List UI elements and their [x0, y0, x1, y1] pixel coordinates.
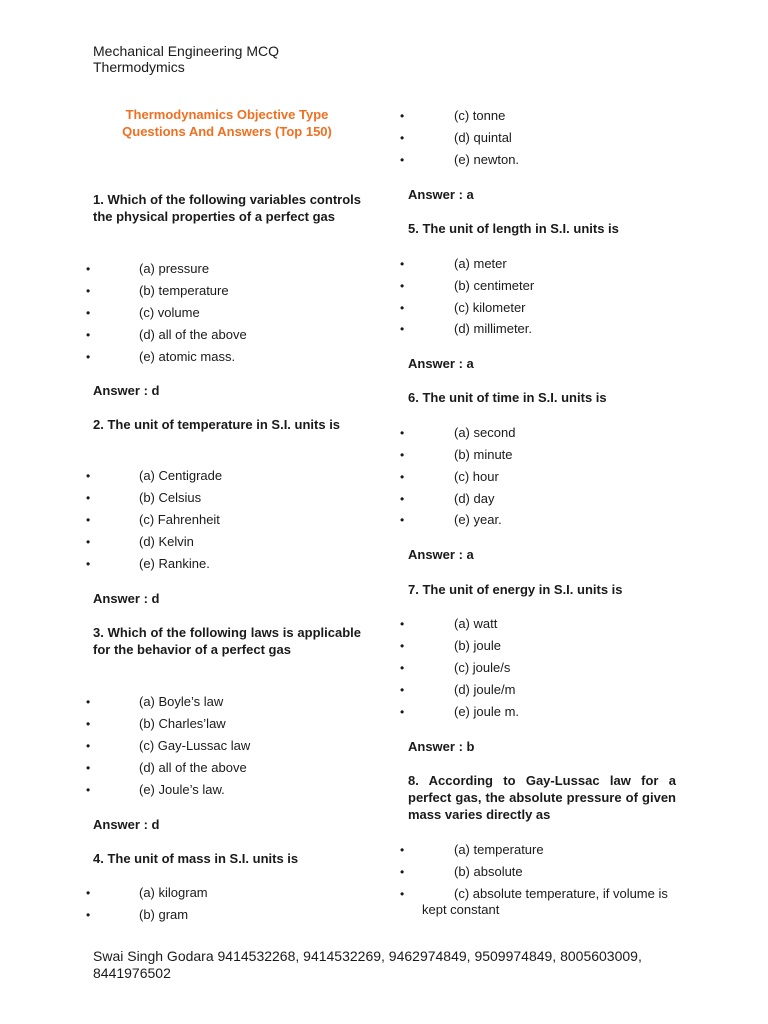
bullet-icon: •	[400, 887, 405, 901]
document-header	[93, 43, 279, 75]
q7-option-d: (d) joule/m	[454, 682, 516, 697]
question-2: 2. The unit of temperature in S.I. units is	[93, 417, 341, 432]
question-5: 5. The unit of length in S.I. units is	[408, 221, 619, 236]
bullet-icon: •	[86, 761, 91, 775]
q3-option-d: (d) all of the above	[139, 760, 247, 775]
bullet-icon: •	[400, 470, 405, 484]
q7-option-b: (b) joule	[454, 638, 501, 653]
bullet-icon: •	[86, 306, 91, 320]
bullet-icon: •	[400, 322, 405, 336]
bullet-icon: •	[400, 683, 405, 697]
bullet-icon: •	[400, 257, 405, 271]
q7-option-a: (a) watt	[454, 616, 498, 631]
q2-option-c: (c) Fahrenheit	[139, 512, 220, 527]
bullet-icon: •	[86, 695, 91, 709]
question-4: 4. The unit of mass in S.I. units is	[93, 851, 299, 866]
q7-option-c: (c) joule/s	[454, 660, 511, 675]
bullet-icon: •	[86, 739, 91, 753]
bullet-icon: •	[400, 617, 405, 631]
title-line-1: Thermodynamics Objective Type	[125, 107, 329, 122]
q1-option-b: (b) temperature	[139, 283, 229, 298]
bullet-icon: •	[400, 513, 405, 527]
q4-option-d: (d) quintal	[454, 130, 512, 145]
bullet-icon: •	[86, 717, 91, 731]
question-8: 8. According to Gay-Lussac law for a perfect gas, the absolute pressure of given mass varies directly as	[408, 773, 676, 822]
q8-option-c: (c) absolute temperature, if volume is kept constant	[422, 886, 668, 917]
q4-option-a: (a) kilogram	[139, 885, 208, 900]
q3-option-b: (b) Charles’law	[139, 716, 226, 731]
bullet-icon: •	[86, 783, 91, 797]
bullet-icon: •	[86, 284, 91, 298]
bullet-icon: •	[86, 557, 91, 571]
bullet-icon: •	[400, 705, 405, 719]
bullet-icon: •	[400, 153, 405, 167]
bullet-icon: •	[400, 865, 405, 879]
bullet-icon: •	[400, 109, 405, 123]
q5-answer: Answer : a	[408, 356, 474, 371]
bullet-icon: •	[400, 661, 405, 675]
q1-answer: Answer : d	[93, 383, 160, 398]
document-footer: Swai Singh Godara 9414532268, 9414532269, 9462974849, 9509974849, 8005603009, 8441976502	[93, 948, 642, 981]
bullet-icon: •	[86, 513, 91, 527]
bullet-icon: •	[400, 843, 405, 857]
q4-option-e: (e) newton.	[454, 152, 520, 167]
q6-option-a: (a) second	[454, 425, 516, 440]
bullet-icon: •	[400, 639, 405, 653]
q3-option-e: (e) Joule’s law.	[139, 782, 225, 797]
bullet-icon: •	[86, 491, 91, 505]
q4-option-c: (c) tonne	[454, 108, 506, 123]
bullet-icon: •	[400, 131, 405, 145]
q2-option-d: (d) Kelvin	[139, 534, 194, 549]
bullet-icon: •	[400, 492, 405, 506]
header-line-2: Thermodymics	[93, 59, 185, 75]
bullet-icon: •	[400, 426, 405, 440]
q4-answer: Answer : a	[408, 187, 474, 202]
bullet-icon: •	[86, 262, 91, 276]
q6-answer: Answer : a	[408, 547, 474, 562]
q6-option-e: (e) year.	[454, 512, 502, 527]
q1-option-e: (e) atomic mass.	[139, 349, 236, 364]
document-title	[93, 106, 361, 140]
q2-option-b: (b) Celsius	[139, 490, 202, 505]
q8-option-a: (a) temperature	[454, 842, 544, 857]
q6-option-b: (b) minute	[454, 447, 513, 462]
bullet-icon: •	[400, 448, 405, 462]
q5-option-d: (d) millimeter.	[454, 321, 533, 336]
q2-answer: Answer : d	[93, 591, 160, 606]
q8-option-b: (b) absolute	[454, 864, 523, 879]
q5-option-a: (a) meter	[454, 256, 507, 271]
q3-option-c: (c) Gay-Lussac law	[139, 738, 251, 753]
bullet-icon: •	[86, 908, 91, 922]
question-6: 6. The unit of time in S.I. units is	[408, 390, 607, 405]
bullet-icon: •	[400, 279, 405, 293]
q6-option-d: (d) day	[454, 491, 495, 506]
q5-option-b: (b) centimeter	[454, 278, 535, 293]
question-3: 3. Which of the following laws is applicable for the behavior of a perfect gas	[93, 625, 361, 657]
bullet-icon: •	[86, 886, 91, 900]
q7-option-e: (e) joule m.	[454, 704, 520, 719]
header-line-1: Mechanical Engineering MCQ	[93, 43, 279, 59]
q5-option-c: (c) kilometer	[454, 300, 526, 315]
title-line-2: Questions And Answers (Top 150)	[122, 124, 332, 139]
bullet-icon: •	[86, 328, 91, 342]
q1-option-c: (c) volume	[139, 305, 200, 320]
bullet-icon: •	[86, 469, 91, 483]
question-7: 7. The unit of energy in S.I. units is	[408, 582, 623, 597]
q6-option-c: (c) hour	[454, 469, 499, 484]
q3-answer: Answer : d	[93, 817, 160, 832]
bullet-icon: •	[86, 350, 91, 364]
q7-answer: Answer : b	[408, 739, 475, 754]
q3-option-a: (a) Boyle’s law	[139, 694, 224, 709]
q1-option-d: (d) all of the above	[139, 327, 247, 342]
bullet-icon: •	[86, 535, 91, 549]
q4-option-b: (b) gram	[139, 907, 189, 922]
q1-option-a: (a) pressure	[139, 261, 210, 276]
q2-option-e: (e) Rankine.	[139, 556, 210, 571]
bullet-icon: •	[400, 301, 405, 315]
q2-option-a: (a) Centigrade	[139, 468, 223, 483]
question-1: 1. Which of the following variables controls the physical properties of a perfect gas	[93, 192, 361, 224]
